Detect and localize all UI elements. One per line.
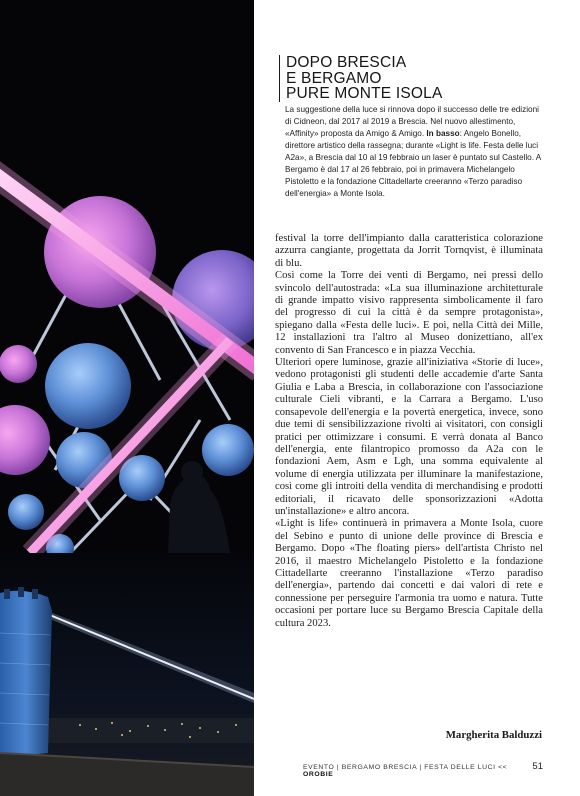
article-body [275, 233, 543, 630]
headline-block [279, 55, 539, 102]
photo-caption [285, 104, 547, 200]
body-paragraph: festival la torre dell'impianto dalla caratteristica colorazione azzurra cangiante, progettata da Jorrit Tornqvist, è illuminata di blu. [275, 233, 543, 269]
affinity-illustration [0, 0, 254, 553]
headline-line-2: E BERGAMO [286, 69, 382, 87]
body-paragraph: Ulteriori opere luminose, grazie all'iniziativa «Storie di luce», vedono protagonisti gli studenti delle accademie d'arte Santa Giulia e Laba a Brescia, in collaborazione con l'associazione culturale Cieli vibranti, e la Carrara a Bergamo. L'uso consapevole dell'energia e la povertà energetica, invece, sono due temi di sensibilizzazione rivolti ai visitatori, con consigli pratici per ottimizzare i consumi. E verrà donata al Banco dell'energia, ente filantropico promosso da A2a con le fondazioni Aem, Asm e Lgh, una somma equivalente al volume di energia utilizzata per illuminare la manifestazione, così come gli introiti della vendita di merchandising e prodotti editoriali, il ricavato delle sponsorizzazioni «Adotta un'installazione» e altro ancora. [275, 357, 543, 517]
footer-section-line [303, 764, 532, 778]
page-number: 51 [532, 761, 543, 772]
photo-affinity-installation [0, 0, 254, 553]
photo-column [0, 0, 254, 796]
article-author: Margherita Balduzzi [445, 729, 542, 741]
body-paragraph: «Light is life» continuerà in primavera a Monte Isola, cuore del Sebino e punto di unione delle province di Brescia e Bergamo. Dopo «The floating piers» dell'artista Christo nel 2016, il maestro Michelangelo Pistoletto e la fondazione Cittadellarte creeranno l'installazione «Terzo paradiso dell'energia», partendo dai concetti e dai valori di rete e connessione per perseguire l'armonia tra uomo e natura. Tutte occasioni per portare luce su Bergamo Brescia Capitale della cultura 2023. [275, 518, 543, 629]
headline-line-3: PURE MONTE ISOLA [286, 85, 443, 102]
headline-line-1: DOPO BRESCIA [286, 54, 407, 71]
headline [286, 55, 539, 102]
castle-laser-illustration [0, 553, 254, 796]
caption-bold-label: In basso [426, 129, 460, 138]
body-paragraph: Così come la Torre dei venti di Bergamo, nei pressi dello svincolo dell'autostrada: «La sua illuminazione architetturale di grande impatto visivo rappresenta simbolicamente il faro del progresso di cui la città è da sempre protagonista», spiegano dalla «Festa delle luci». E poi, nella Città dei Mille, 12 installazioni tra l'altro al Museo donizettiano, all'ex convento di San Francesco e in piazza Vecchia. [275, 270, 543, 356]
caption-text-1: La suggestione della luce si rinnova dopo il successo delle tre edizioni di Cidneon, dal 2017 al 2019 a Brescia. Nel nuovo allestimento, «Affinity» proposta da Amigo & Amigo. [285, 105, 539, 138]
footer-magazine: OROBIE [303, 771, 334, 778]
footer-section: EVENTO | BERGAMO BRESCIA | FESTA DELLE LUCI << [303, 764, 508, 771]
photo-castle-laser [0, 553, 254, 796]
page-footer [303, 761, 543, 778]
caption-text-2: : Angelo Bonello, direttore artistico della rassegna; durante «Light is life. Festa delle luci A2a», a Brescia dal 10 al 19 febbraio un laser è puntato sul Castello. A Bergamo è dal 17 al 26 febbraio, poi in primavera Michelangelo Pistoletto e la fondazione Cittadellarte creeranno «Terzo paradiso dell'energia» a Monte Isola. [285, 129, 541, 198]
